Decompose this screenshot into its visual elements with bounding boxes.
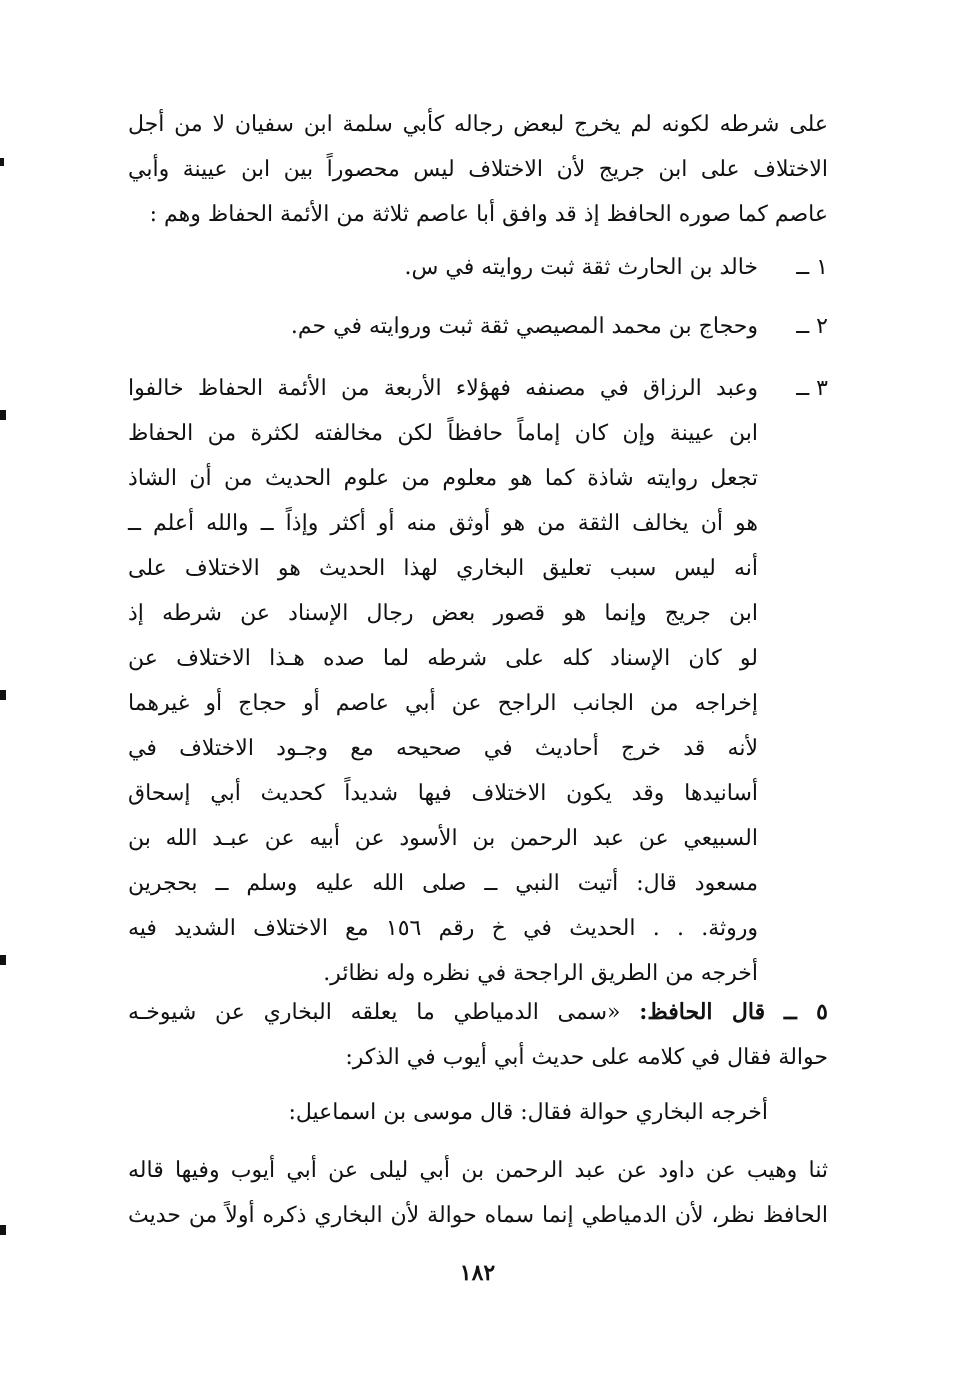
edge-mark [0, 410, 6, 420]
list-item-body [128, 366, 758, 996]
intro-paragraph [128, 102, 828, 237]
list-item-3 [128, 366, 828, 996]
text-line: عاصم كما صوره الحافظ إذ قد وافق أبا عاصم ثلاثة من الأئمة الحفاظ وهم : [149, 202, 828, 227]
quoted-line: أخرجه البخاري حوالة فقال: قال موسى بن اسماعيل: [288, 1100, 768, 1125]
list-number: ٣ ــ [796, 376, 828, 401]
list-number: ٢ ــ [796, 314, 828, 339]
text-line: وروثة. . . الحديث في خ رقم ١٥٦ مع الاختلاف الشديد فيه [128, 916, 758, 941]
text-line: لأنه قد خرج أحاديث في صحيحه مع وجـود الاختلاف في [128, 736, 758, 761]
text-line [128, 990, 828, 1035]
text-line: وعبد الرزاق في مصنفه فهؤلاء الأربعة من الأئمة الحفاظ خالفوا [128, 376, 758, 401]
item-number: ٥ ــ [783, 999, 828, 1025]
quote-label: قال الحافظ: [639, 999, 766, 1025]
text-line: الحافظ نظر، لأن الدمياطي إنما سماه حوالة لأن البخاري ذكره أولاً من حديث [128, 1203, 828, 1228]
list-text: وحجاج بن محمد المصيصي ثقة ثبت وروايته في حم. [290, 314, 758, 339]
text-line: حوالة فقال في كلامه على حديث أبي أيوب في الذكر: [345, 1045, 828, 1070]
list-text: خالد بن الحارث ثقة ثبت روايته في س. [404, 255, 758, 280]
list-number: ١ ــ [796, 255, 828, 280]
text-line: إخراجه من الجانب الراجح عن أبي عاصم أو حجاج أو غيرهما [128, 691, 758, 716]
text-line: السبيعي عن عبد الرحمن بن الأسود عن أبيه عن عبـد الله بن [128, 826, 758, 851]
text-line: على شرطه لكونه لم يخرج لبعض رجاله كأبي سلمة ابن سفيان لا من أجل [128, 112, 828, 137]
text-line: لو كان الإسناد كله على شرطه لما صده هـذا الاختلاف عن [128, 646, 758, 671]
edge-mark [0, 1225, 6, 1235]
text-line: مسعود قال: أتيت النبي ــ صلى الله عليه وسلم ــ بحجرين [128, 871, 758, 896]
list-item-1 [128, 245, 828, 290]
text-line: ابن عيينة وإن كان إماماً حافظاً لكن مخالفته لكثرة من الحفاظ [128, 421, 758, 446]
edge-mark [0, 158, 4, 166]
text-line: ابن جريج وإنما هو قصور بعض رجال الإسناد عن شرطه إذ [128, 601, 758, 626]
list-item-2 [128, 304, 828, 349]
text-line: تجعل روايته شاذة كما هو معلوم من علوم الحديث من أن الشاذ [128, 466, 758, 491]
edge-mark [0, 690, 6, 700]
final-paragraph [128, 1148, 828, 1238]
edge-mark [0, 955, 6, 965]
quote-text: «سمى الدمياطي ما يعلقه البخاري عن شيوخـه [128, 1000, 621, 1025]
text-line: الاختلاف على ابن جريج لأن الاختلاف ليس محصوراً بين ابن عيينة وأبي [128, 157, 828, 182]
text-line: أخرجه من الطريق الراجحة في نظره وله نظائر. [323, 961, 758, 986]
text-line: أسانيدها وقد يكون الاختلاف فيها شديداً كحديث أبي إسحاق [128, 781, 758, 806]
text-line: ثنا وهيب عن داود عن عبد الرحمن بن أبي ليلى عن أبي أيوب وفيها قاله [128, 1158, 828, 1183]
paragraph-5 [128, 990, 828, 1080]
text-line: أنه ليس سبب تعليق البخاري لهذا الحديث هو الاختلاف على [128, 556, 758, 581]
page-number: ١٨٢ [459, 1260, 496, 1286]
text-line: هو أن يخالف الثقة من هو أوثق منه أو أكثر وإذاً ــ والله أعلم ــ [128, 511, 758, 536]
